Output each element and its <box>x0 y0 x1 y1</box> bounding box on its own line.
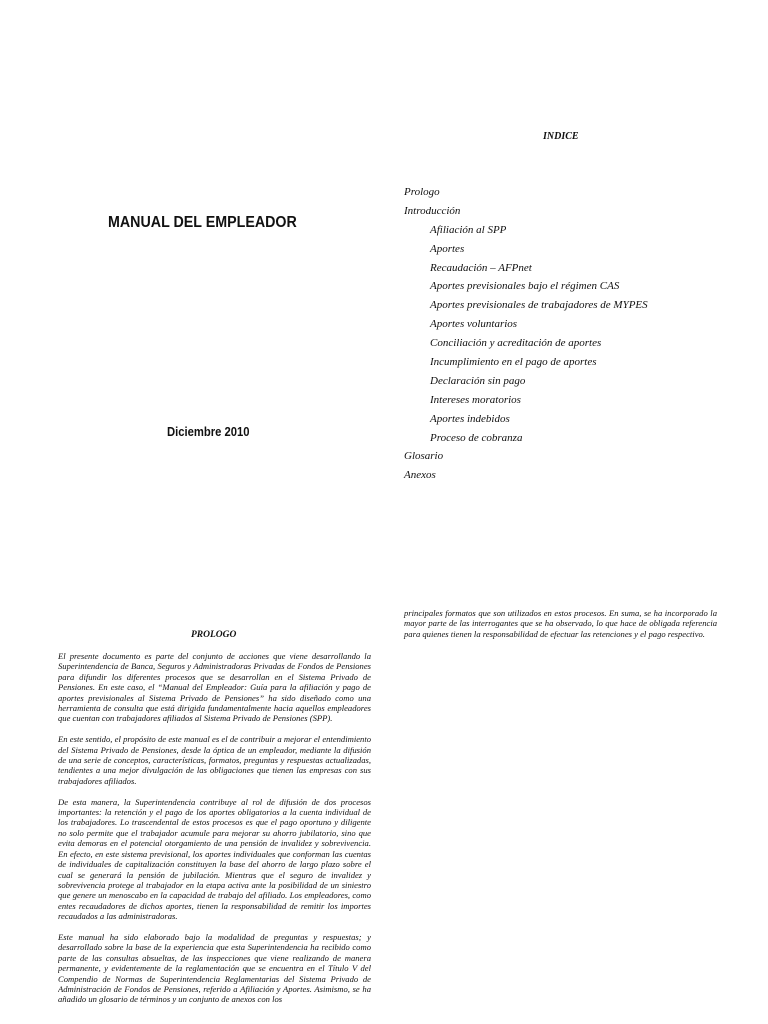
index-item: Aportes previsionales de trabajadores de MYPES <box>430 299 648 312</box>
index-item: Declaración sin pago <box>430 374 526 387</box>
document-title: MANUAL DEL EMPLEADOR <box>108 214 297 231</box>
index-list <box>404 183 648 485</box>
index-item: Introducción <box>404 204 461 217</box>
index-item: Aportes previsionales bajo el régimen CAS <box>430 280 620 293</box>
index-item: Aportes voluntarios <box>430 318 518 331</box>
prologo-paragraph: Este manual ha sido elaborado bajo la modalidad de preguntas y respuestas; y desarrollado sobre la base de la experiencia que esta Superintendencia ha recibido como parte de las consultas absueltas, de las inspecciones que viene realizando de manera permanente, y evidentemente de la reglamentación que se encuentra en el Título V del Compendio de Normas de Superintendencia Reglamentarias del Sistema Privado de Administración de Fondos de Pensiones, referido a Afiliación y Aportes. Asimismo, se ha añadido un glosario de términos y un conjunto de anexos con los <box>58 931 371 1005</box>
prologo-paragraph: principales formatos que son utilizados en estos procesos. En suma, se ha incorporado la mayor parte de las interrogantes que se ha observado, lo que hace de obligada referencia para quienes tienen la responsabilidad de efectuar las retenciones y el pago respectivo. <box>404 608 717 639</box>
index-item: Prologo <box>404 186 440 198</box>
index-heading: INDICE <box>543 131 579 142</box>
index-item: Glosario <box>404 450 444 463</box>
prologo-paragraph: De esta manera, la Superintendencia contribuye al rol de difusión de dos procesos importantes: la retención y el pago de los aportes obligatorios a la cuenta individual de los trabajadores. Lo trascendental de estos procesos es que el pago oportuno y diligente no solo permite que el trabajador acumule para mejorar su ahorro jubilatorio, sino que evita demoras en el potencial otorgamiento de una pensión de invalidez y sobrevivencia. En efecto, en este sistema previsional, los aportes individuales que conforman las cuentas de individuales de capitalización constituyen la base del ahorro de largo plazo sobre el cual se generará la pensión de jubilación. Mientras que el seguro de invalidez y sobrevivencia protege al trabajador en la etapa activa ante la posibilidad de un siniestro que genere un menoscabo en la capacidad de trabajo del afiliado. Los empleadores, como entes recaudadores de dichos aportes, tienen la responsabilidad de remitir los importes recaudados a las administradoras. <box>58 796 371 922</box>
prologo-paragraph: En este sentido, el propósito de este manual es el de contribuir a mejorar el entendimiento del Sistema Privado de Pensiones, desde la óptica de un empleador, mediante la difusión de una serie de conceptos, características, formatos, preguntas y respuestas actualizadas, tendientes a una mejor divulgación de las obligaciones que tienen las empresas con sus trabajadores afiliados. <box>58 734 371 786</box>
index-item: Conciliación y acreditación de aportes <box>430 337 602 350</box>
index-item: Anexos <box>404 469 436 482</box>
index-item: Aportes indebidos <box>430 412 510 425</box>
prologo-body <box>58 651 371 1024</box>
index-item: Intereses moratorios <box>430 393 521 406</box>
document-date: Diciembre 2010 <box>167 425 250 439</box>
prologo-paragraph: El presente documento es parte del conjunto de acciones que viene desarrollando la Superintendencia de Banca, Seguros y Administradoras Privadas de Fondos de Pensiones para difundir los diferentes procesos que se desarrollan en el Sistema Privado de Pensiones. En este caso, el “Manual del Empleador: Guía para la afiliación y pago de aportes previsionales al Sistema Privado de Pensiones” ha sido diseñado como una herramienta de consulta que está dirigida fundamentalmente hacia aquellos empleadores que cuentan con trabajadores afiliados al Sistema Privado de Pensiones (SPP). <box>58 651 371 724</box>
index-item: Afiliación al SPP <box>430 223 507 236</box>
prologo-heading: PROLOGO <box>191 630 237 640</box>
index-item: Proceso de cobranza <box>430 431 523 444</box>
index-item: Incumplimiento en el pago de aportes <box>430 356 597 369</box>
index-item: Recaudación – AFPnet <box>430 261 532 274</box>
index-item: Aportes <box>430 242 465 255</box>
prologo-continuation <box>404 608 717 650</box>
